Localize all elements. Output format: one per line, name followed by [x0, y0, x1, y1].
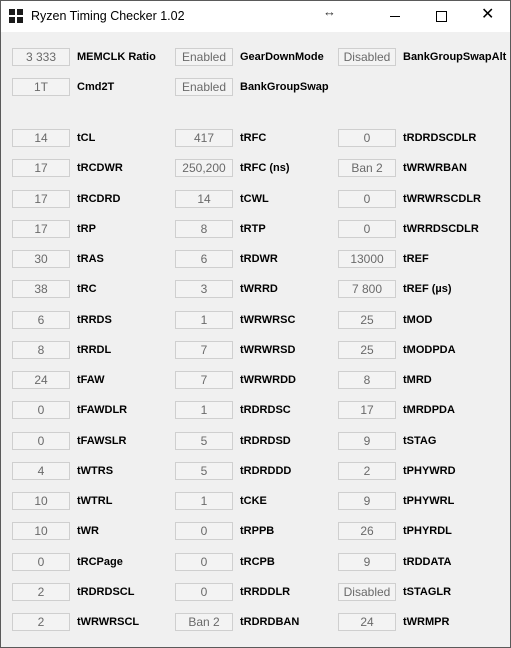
trcpage-value-field[interactable]: 0: [12, 553, 70, 571]
tcl-value-field[interactable]: 14: [12, 129, 70, 147]
trcdwr-value-field[interactable]: 17: [12, 159, 70, 177]
tstag-value-field[interactable]: 9: [338, 432, 396, 450]
trdrdsc-value-field[interactable]: 1: [175, 401, 233, 419]
trp-label: tRP: [77, 223, 96, 235]
bankgroupswap-label: BankGroupSwap: [240, 81, 329, 93]
twrwrsd-label: tWRWRSD: [240, 344, 296, 356]
window-title: Ryzen Timing Checker 1.02: [31, 9, 185, 23]
tcke-value-field[interactable]: 1: [175, 492, 233, 510]
twrwrscdlr-value-field[interactable]: 0: [338, 190, 396, 208]
tphyrdl-value-field[interactable]: 26: [338, 522, 396, 540]
tfaw-label: tFAW: [77, 374, 105, 386]
geardownmode-value-field[interactable]: Enabled: [175, 48, 233, 66]
tfawslr-label: tFAWSLR: [77, 435, 127, 447]
trrddlr-value-field[interactable]: 0: [175, 583, 233, 601]
trfc-ns-value-field[interactable]: 250,200: [175, 159, 233, 177]
tstaglr-value-field[interactable]: Disabled: [338, 583, 396, 601]
tstag-label: tSTAG: [403, 435, 437, 447]
tcwl-value-field[interactable]: 14: [175, 190, 233, 208]
twrrd-label: tWRRD: [240, 283, 278, 295]
trrds-label: tRRDS: [77, 314, 112, 326]
trc-value-field[interactable]: 38: [12, 280, 70, 298]
tphyrdl-label: tPHYRDL: [403, 525, 452, 537]
minimize-icon: [390, 16, 400, 17]
trdrddd-value-field[interactable]: 5: [175, 462, 233, 480]
trdwr-value-field[interactable]: 6: [175, 250, 233, 268]
bankgroupswapalt-value-field[interactable]: Disabled: [338, 48, 396, 66]
tras-value-field[interactable]: 30: [12, 250, 70, 268]
close-button[interactable]: [464, 1, 510, 32]
cmd2t-value-field[interactable]: 1T: [12, 78, 70, 96]
tfawdlr-value-field[interactable]: 0: [12, 401, 70, 419]
tphywrd-value-field[interactable]: 2: [338, 462, 396, 480]
twrwrscl-value-field[interactable]: 2: [12, 613, 70, 631]
maximize-icon: [436, 11, 447, 22]
tmrdpda-value-field[interactable]: 17: [338, 401, 396, 419]
trrddlr-label: tRRDDLR: [240, 586, 291, 598]
tmodpda-value-field[interactable]: 25: [338, 341, 396, 359]
tmod-label: tMOD: [403, 314, 433, 326]
tras-label: tRAS: [77, 253, 104, 265]
twrmpr-label: tWRMPR: [403, 616, 450, 628]
trdrdscl-label: tRDRDSCL: [77, 586, 135, 598]
twrwrban-value-field[interactable]: Ban 2: [338, 159, 396, 177]
twrwrsc-label: tWRWRSC: [240, 314, 296, 326]
trfc-label: tRFC: [240, 132, 267, 144]
tref-value-field[interactable]: 13000: [338, 250, 396, 268]
trdrdscdlr-label: tRDRDSCDLR: [403, 132, 477, 144]
twr-label: tWR: [77, 525, 99, 537]
tmod-value-field[interactable]: 25: [338, 311, 396, 329]
tcke-label: tCKE: [240, 495, 267, 507]
trdrddd-label: tRDRDDD: [240, 465, 292, 477]
trdrdsd-value-field[interactable]: 5: [175, 432, 233, 450]
tref-s-value-field[interactable]: 7 800: [338, 280, 396, 298]
twrrdscdlr-label: tWRRDSCDLR: [403, 223, 479, 235]
twrrdscdlr-value-field[interactable]: 0: [338, 220, 396, 238]
bankgroupswapalt-label: BankGroupSwapAlt: [403, 51, 507, 63]
twtrs-label: tWTRS: [77, 465, 114, 477]
trppb-value-field[interactable]: 0: [175, 522, 233, 540]
tcl-label: tCL: [77, 132, 96, 144]
trrds-value-field[interactable]: 6: [12, 311, 70, 329]
twtrs-value-field[interactable]: 4: [12, 462, 70, 480]
minimize-button[interactable]: [372, 1, 418, 32]
trc-label: tRC: [77, 283, 97, 295]
tmodpda-label: tMODPDA: [403, 344, 456, 356]
bankgroupswap-value-field[interactable]: Enabled: [175, 78, 233, 96]
title-bar[interactable]: [1, 1, 510, 32]
close-icon: ✕: [481, 6, 495, 23]
trdrdscl-value-field[interactable]: 2: [12, 583, 70, 601]
trdrdscdlr-value-field[interactable]: 0: [338, 129, 396, 147]
trdrdsc-label: tRDRDSC: [240, 404, 291, 416]
twrwrsd-value-field[interactable]: 7: [175, 341, 233, 359]
tstaglr-label: tSTAGLR: [403, 586, 452, 598]
trddata-label: tRDDATA: [403, 556, 452, 568]
geardownmode-label: GearDownMode: [240, 51, 324, 63]
app-logo-icon: [9, 9, 23, 23]
trp-value-field[interactable]: 17: [12, 220, 70, 238]
trrdl-value-field[interactable]: 8: [12, 341, 70, 359]
twrwrsc-value-field[interactable]: 1: [175, 311, 233, 329]
trrdl-label: tRRDL: [77, 344, 112, 356]
twrwrdd-value-field[interactable]: 7: [175, 371, 233, 389]
tmrd-label: tMRD: [403, 374, 432, 386]
tref-label: tREF: [403, 253, 429, 265]
tfaw-value-field[interactable]: 24: [12, 371, 70, 389]
trdrdban-label: tRDRDBAN: [240, 616, 300, 628]
maximize-button[interactable]: [418, 1, 464, 32]
tphywrl-label: tPHYWRL: [403, 495, 455, 507]
tfawslr-value-field[interactable]: 0: [12, 432, 70, 450]
trdwr-label: tRDWR: [240, 253, 278, 265]
trdrdsd-label: tRDRDSD: [240, 435, 291, 447]
tcwl-label: tCWL: [240, 193, 269, 205]
twr-value-field[interactable]: 10: [12, 522, 70, 540]
twrrd-value-field[interactable]: 3: [175, 280, 233, 298]
tref-s-label: tREF (µs): [403, 283, 452, 295]
trcpb-label: tRCPB: [240, 556, 275, 568]
tmrdpda-label: tMRDPDA: [403, 404, 455, 416]
trfc-ns-label: tRFC (ns): [240, 162, 290, 174]
trcpage-label: tRCPage: [77, 556, 123, 568]
trcdwr-label: tRCDWR: [77, 162, 123, 174]
trcpb-value-field[interactable]: 0: [175, 553, 233, 571]
twrwrdd-label: tWRWRDD: [240, 374, 297, 386]
memclk-ratio-label: MEMCLK Ratio: [77, 51, 156, 63]
tfawdlr-label: tFAWDLR: [77, 404, 128, 416]
trddata-value-field[interactable]: 9: [338, 553, 396, 571]
twrwrscl-label: tWRWRSCL: [77, 616, 140, 628]
resize-arrows-icon: ↔: [323, 4, 336, 19]
tphywrd-label: tPHYWRD: [403, 465, 456, 477]
trtp-label: tRTP: [240, 223, 266, 235]
trdrdban-value-field[interactable]: Ban 2: [175, 613, 233, 631]
trcdrd-value-field[interactable]: 17: [12, 190, 70, 208]
twtrl-value-field[interactable]: 10: [12, 492, 70, 510]
twrmpr-value-field[interactable]: 24: [338, 613, 396, 631]
tphywrl-value-field[interactable]: 9: [338, 492, 396, 510]
twrwrscdlr-label: tWRWRSCDLR: [403, 193, 482, 205]
trcdrd-label: tRCDRD: [77, 193, 121, 205]
cmd2t-label: Cmd2T: [77, 81, 115, 93]
memclk-ratio-value-field[interactable]: 3 333: [12, 48, 70, 66]
trppb-label: tRPPB: [240, 525, 275, 537]
twtrl-label: tWTRL: [77, 495, 113, 507]
tmrd-value-field[interactable]: 8: [338, 371, 396, 389]
twrwrban-label: tWRWRBAN: [403, 162, 467, 174]
trfc-value-field[interactable]: 417: [175, 129, 233, 147]
trtp-value-field[interactable]: 8: [175, 220, 233, 238]
